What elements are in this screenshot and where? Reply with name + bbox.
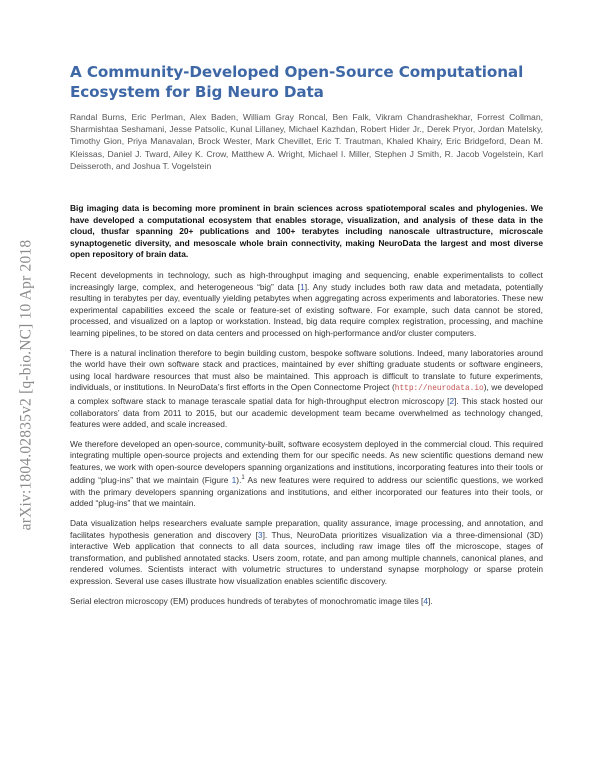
arxiv-stamp-text: arXiv:1804.02835v2 [q-bio.NC] 10 Apr 2018 <box>17 239 34 531</box>
paragraph-5 <box>70 596 543 608</box>
paper-title: A Community-Developed Open-Source Computational Ecosystem for Big Neuro Data <box>70 63 524 101</box>
citation-link-1[interactable]: 1 <box>300 281 305 292</box>
paragraph-3-text-a: We therefore developed an open-source, community-built, software ecosystem deployed in the commercial cloud. This required integrating multiple open-source projects and extending them for our specific needs. As new scientific questions demand new features, we work with open-source developers spanning organizations and institutions, incorporating features into their tools or adding “plug-ins” that we maintain (Figure <box>70 438 543 486</box>
paragraph-4-text-a: Data visualization helps researchers evaluate sample preparation, quality assurance, image processing, and annotation, and facilitates hypothesis generation and discovery [ <box>70 518 543 540</box>
citation-link-4[interactable]: 4 <box>423 595 429 606</box>
paragraph-3 <box>70 439 543 510</box>
abstract: Big imaging data is becoming more prominent in brain sciences across spatiotemporal scales and phylogenies. We have developed a computational ecosystem that enables storage, visualization, and analysis of these data in the cloud, thusfar spanning 20+ publications and 100+ terabytes including nanoscale ultrastructure, microscale synaptogenetic diversity, and mesoscale whole brain connectivity, making NeuroData the largest and most diverse open repository of brain data. <box>70 203 543 260</box>
paragraph-4 <box>70 518 543 588</box>
citation-link-3[interactable]: 3 <box>257 529 263 540</box>
paragraph-1 <box>70 270 543 340</box>
paper-content <box>70 62 543 607</box>
paragraph-2-text-a: There is a natural inclination therefore to begin building custom, bespoke software solutions. Indeed, many laboratories around the world have their own software stack and practices, maintained by ever shifting graduate students or software engineers, using local hardware resources that must also be maintained. This approach is difficult to translate to future experiments, individuals, or institutions. In NeuroData’s first efforts in the Open Connectome Project ( <box>70 347 543 393</box>
neurodata-url-link[interactable]: http://neurodata.io <box>394 385 484 394</box>
paragraph-2 <box>70 348 543 431</box>
author-list: Randal Burns, Eric Perlman, Alex Baden, William Gray Roncal, Ben Falk, Vikram Chandrashekhar, Forrest Collman, Sharmishtaa Seshamani, Jesse Patsolic, Kunal Lillaney, Michael Kazhdan, Robert Hider Jr., Derek Pryor, Jordan Matelsky, Timothy Gion, Priya Manavalan, Brock Wester, Mark Chevillet, Eric T. Trautman, Khaled Khairy, Eric Bridgeford, Dean M. Kleissas, Daniel J. Tward, Ailey K. Crow, Matthew A. Wright, Michael I. Miller, Stephen J Smith, R. Jacob Vogelstein, Karl Deisseroth, and Joshua T. Vogelstein <box>70 112 543 171</box>
paragraph-5-text-b: ]. <box>428 595 433 606</box>
paragraph-1-text-a: Recent developments in technology, such as high-throughput imaging and sequencing, enable experimentalists to collect increasingly large, complex, and heterogeneous “big” data [ <box>70 269 543 292</box>
paragraph-3-text-c: As new features were required to address our scientific questions, we worked with the primary developers spanning organizations and institutions, and either incorporated our features into their tools, or added “plug-ins” that we maintain. <box>70 475 543 509</box>
figure-link-1[interactable]: 1 <box>231 475 237 486</box>
arxiv-identifier-stamp <box>13 190 39 580</box>
paragraph-2-text-b: ), we developed a complex software stack to manage terascale spatial data for high-throughput electron microscopy [ <box>70 382 543 406</box>
citation-link-2[interactable]: 2 <box>449 395 455 406</box>
footnote-marker[interactable]: 1 <box>241 475 245 482</box>
paragraph-3-text-b: ). <box>236 475 242 486</box>
paragraph-1-text-b: ]. Any study includes both raw data and metadata, potentially resulting in terabytes per day, eventually yielding petabytes when aggregating across experiments and laboratories. These new experimental capabilities exceed the scale or feature-set of existing software. For example, such data cannot be stored, processed, and visualized on a laptop or workstation. Instead, big data require complex registration, processing, and machine learning pipelines, to be stored on data centers and processed on high-performance and/or cluster computers. <box>70 281 543 338</box>
paragraph-4-text-b: ]. Thus, NeuroData prioritizes visualization via a three-dimensional (3D) interactive Web application that connects to all data sources, including raw image tiles off the microscope, stages of transformation, and published annotated stacks. Users zoom, rotate, and pan among multiple channels, canonical planes, and rendered volumes. Scientists interact with volumetric structures to understand synapse morphology or sparse protein expression. Several use cases illustrate how visualization enables scientific discovery. <box>70 529 543 587</box>
paragraph-2-text-c: ]. This stack hosted our collaborators’ data from 2011 to 2015, but our academic development team became overwhelmed as technology changed, features were added, and scale increased. <box>70 395 543 430</box>
paragraph-5-text-a: Serial electron microscopy (EM) produces hundreds of terabytes of monochromatic image tiles [ <box>70 595 424 606</box>
